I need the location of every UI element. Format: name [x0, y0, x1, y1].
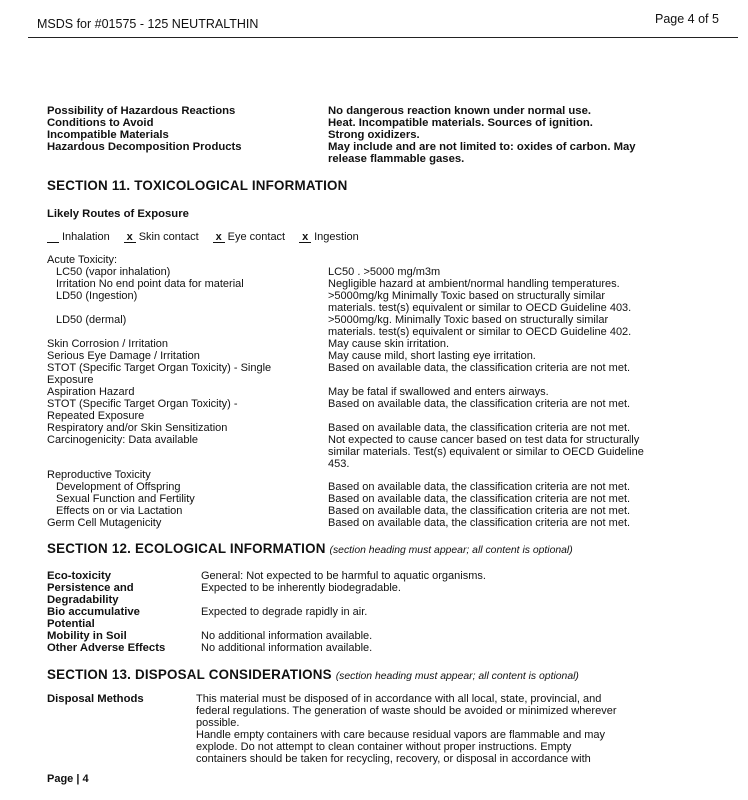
routes-of-exposure	[47, 231, 373, 243]
eco-value: No additional information available.	[201, 630, 373, 642]
disposal-label: Disposal Methods	[47, 693, 144, 705]
section-11-heading: SECTION 11. TOXICOLOGICAL INFORMATION	[47, 178, 348, 193]
route-label: Eye contact	[227, 231, 286, 243]
tox-label: Effects on or via Lactation	[56, 505, 183, 517]
tox-value: similar materials. Test(s) equivalent or similar to OECD Guideline	[328, 446, 644, 458]
tox-value: materials. test(s) equivalent or similar to OECD Guideline 403.	[328, 302, 632, 314]
tox-value: materials. test(s) equivalent or similar to OECD Guideline 402.	[328, 326, 632, 338]
eco-label: Potential	[47, 618, 95, 630]
tox-label: LD50 (dermal)	[56, 314, 127, 326]
disposal-text: containers should be taken for recycling, recovery, or disposal in accordance with	[196, 753, 591, 765]
section-12-note: (section heading must appear; all content is optional)	[329, 545, 573, 556]
tox-label: Respiratory and/or Skin Sensitization	[47, 422, 228, 434]
route-label: Skin contact	[138, 231, 199, 243]
route-mark: x	[299, 231, 311, 243]
route-label: Ingestion	[314, 231, 359, 243]
tox-label: Irritation No end point data for material	[56, 278, 244, 290]
route-eye-contact	[213, 231, 285, 243]
tox-value: Based on available data, the classification criteria are not met.	[328, 481, 631, 493]
tox-label: Exposure	[47, 374, 94, 386]
tox-label: Germ Cell Mutagenicity	[47, 517, 162, 529]
decomposition-label: Hazardous Decomposition Products	[47, 141, 242, 153]
page-count: Page 4 of 5	[655, 12, 719, 26]
reactions-value: No dangerous reaction known under normal use.	[328, 105, 592, 117]
conditions-label: Conditions to Avoid	[47, 117, 154, 129]
disposal-text: federal regulations. The generation of waste should be avoided or minimized wherever	[196, 705, 617, 717]
tox-label: Acute Toxicity:	[47, 254, 118, 266]
header-divider	[28, 37, 738, 38]
eco-label: Degradability	[47, 594, 119, 606]
tox-value: LC50 . >5000 mg/m3m	[328, 266, 441, 278]
tox-value: Not expected to cause cancer based on test data for structurally	[328, 434, 640, 446]
route-skin-contact	[124, 231, 199, 243]
eco-value: No additional information available.	[201, 642, 373, 654]
eco-label: Persistence and	[47, 582, 134, 594]
tox-value: Based on available data, the classification criteria are not met.	[328, 493, 631, 505]
tox-label: STOT (Specific Target Organ Toxicity) - Single	[47, 362, 272, 374]
disposal-text: Handle empty containers with care because residual vapors are flammable and may	[196, 729, 606, 741]
routes-title: Likely Routes of Exposure	[47, 208, 189, 220]
route-ingestion	[299, 231, 359, 243]
tox-value: Negligible hazard at ambient/normal handling temperatures.	[328, 278, 620, 290]
tox-label: Skin Corrosion / Irritation	[47, 338, 169, 350]
eco-label: Other Adverse Effects	[47, 642, 166, 654]
tox-value: Based on available data, the classification criteria are not met.	[328, 398, 631, 410]
footer-page-number: Page | 4	[47, 773, 89, 785]
disposal-text: possible.	[196, 717, 240, 729]
document-title: MSDS for #01575 - 125 NEUTRALTHIN	[37, 17, 259, 31]
section-13-note: (section heading must appear; all content is optional)	[335, 671, 579, 682]
tox-value: Based on available data, the classification criteria are not met.	[328, 362, 631, 374]
eco-label: Eco-toxicity	[47, 570, 112, 582]
decomposition-value-cont: release flammable gases.	[328, 153, 465, 165]
tox-value: Based on available data, the classification criteria are not met.	[328, 517, 631, 529]
section-12-title: SECTION 12. ECOLOGICAL INFORMATION	[47, 541, 326, 556]
tox-value: May be fatal if swallowed and enters airways.	[328, 386, 549, 398]
tox-value: 453.	[328, 458, 350, 470]
route-inhalation	[47, 231, 110, 243]
route-mark: x	[124, 231, 136, 243]
incompatible-value: Strong oxidizers.	[328, 129, 420, 141]
disposal-text: explode. Do not attempt to clean container without proper instructions. Empty	[196, 741, 572, 753]
eco-label: Mobility in Soil	[47, 630, 127, 642]
section-13-title: SECTION 13. DISPOSAL CONSIDERATIONS	[47, 667, 332, 682]
tox-value: >5000mg/kg. Minimally Toxic based on structurally similar	[328, 314, 609, 326]
tox-value: May cause skin irritation.	[328, 338, 450, 350]
tox-value: Based on available data, the classification criteria are not met.	[328, 422, 631, 434]
tox-label: Sexual Function and Fertility	[56, 493, 195, 505]
tox-label: Reproductive Toxicity	[47, 469, 151, 481]
tox-label: STOT (Specific Target Organ Toxicity) -	[47, 398, 238, 410]
reactions-label: Possibility of Hazardous Reactions	[47, 105, 236, 117]
eco-value: Expected to be inherently biodegradable.	[201, 582, 401, 594]
eco-label: Bio accumulative	[47, 606, 140, 618]
route-label: Inhalation	[62, 231, 110, 243]
section-12-heading	[47, 541, 573, 556]
route-mark	[47, 231, 59, 243]
eco-value: Expected to degrade rapidly in air.	[201, 606, 368, 618]
tox-value: >5000mg/kg Minimally Toxic based on structurally similar	[328, 290, 606, 302]
disposal-text: This material must be disposed of in accordance with all local, state, provincial, and	[196, 693, 602, 705]
tox-label: LD50 (Ingestion)	[56, 290, 138, 302]
tox-label: Carcinogenicity: Data available	[47, 434, 199, 446]
tox-label: Serious Eye Damage / Irritation	[47, 350, 200, 362]
tox-value: May cause mild, short lasting eye irritation.	[328, 350, 536, 362]
conditions-value: Heat. Incompatible materials. Sources of ignition.	[328, 117, 593, 129]
tox-label: Repeated Exposure	[47, 410, 145, 422]
route-mark: x	[213, 231, 225, 243]
tox-label: LC50 (vapor inhalation)	[56, 266, 171, 278]
decomposition-value: May include and are not limited to: oxides of carbon. May	[328, 141, 636, 153]
eco-value: General: Not expected to be harmful to aquatic organisms.	[201, 570, 486, 582]
incompatible-label: Incompatible Materials	[47, 129, 169, 141]
tox-value: Based on available data, the classification criteria are not met.	[328, 505, 631, 517]
tox-label: Aspiration Hazard	[47, 386, 135, 398]
tox-label: Development of Offspring	[56, 481, 181, 493]
section-13-heading	[47, 667, 579, 682]
